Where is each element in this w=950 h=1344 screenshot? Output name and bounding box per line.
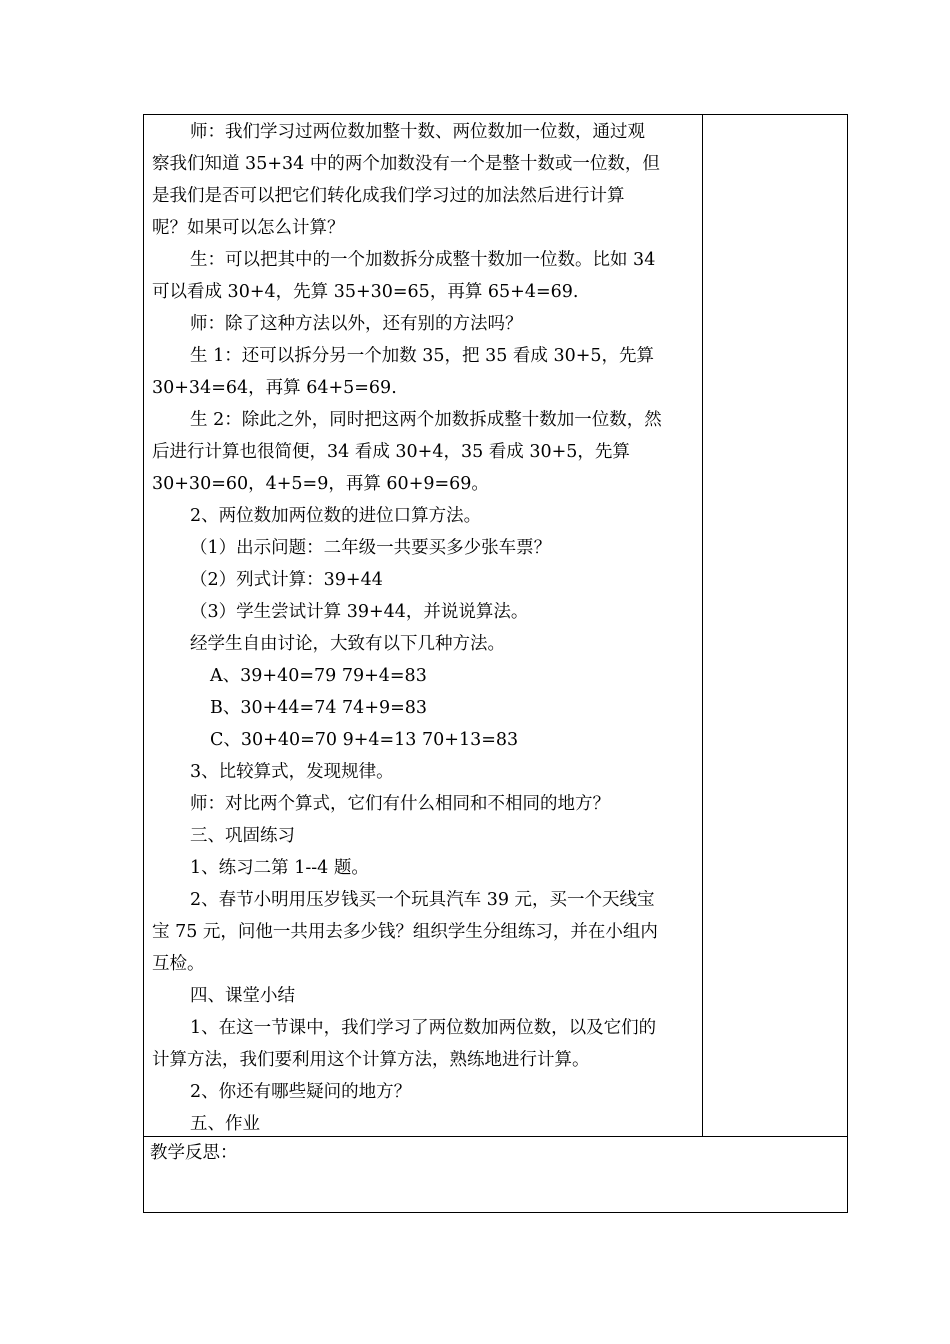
text-line: 是我们是否可以把它们转化成我们学习过的加法然后进行计算 [152,186,625,206]
text-line: 1、在这一节课中，我们学习了两位数加两位数，以及它们的 [190,1018,657,1038]
text-line: 2、你还有哪些疑问的地方？ [190,1082,412,1102]
column-divider [702,114,703,1136]
text-line: （2）列式计算：39+44 [190,570,383,590]
text-line: 2、两位数加两位数的进位口算方法。 [190,506,482,526]
text-line: 四、课堂小结 [190,986,295,1006]
text-line: 1、练习二第 1--4 题。 [190,858,369,878]
text-line: 生：可以把其中的一个加数拆分成整十数加一位数。比如 34 [190,250,656,270]
text-line: 3、比较算式，发现规律。 [190,762,394,782]
text-line: 可以看成 30+4，先算 35+30=65，再算 65+4=69. [152,282,579,302]
text-line: 察我们知道 35+34 中的两个加数没有一个是整十数或一位数，但 [152,154,660,174]
text-line: 2、春节小明用压岁钱买一个玩具汽车 39 元，买一个天线宝 [190,890,655,910]
text-line: 呢？如果可以怎么计算？ [152,218,345,238]
text-line: 三、巩固练习 [190,826,295,846]
text-line: B、30+44=74 74+9=83 [210,698,428,718]
text-line: 师：我们学习过两位数加整十数、两位数加一位数，通过观 [190,122,645,142]
text-line: C、30+40=70 9+4=13 70+13=83 [210,730,519,750]
text-line: 经学生自由讨论，大致有以下几种方法。 [190,634,505,654]
text-line: 后进行计算也很简便，34 看成 30+4，35 看成 30+5，先算 [152,442,630,462]
text-line: 师：除了这种方法以外，还有别的方法吗？ [190,314,523,334]
text-line: 师：对比两个算式，它们有什么相同和不相同的地方？ [190,794,610,814]
text-line: 计算方法，我们要利用这个计算方法，熟练地进行计算。 [152,1050,590,1070]
text-line: （3）学生尝试计算 39+44，并说说算法。 [190,602,529,622]
text-line: （1）出示问题：二年级一共要买多少张车票？ [190,538,552,558]
text-line: 生 1：还可以拆分另一个加数 35，把 35 看成 30+5，先算 [190,346,655,366]
teaching-reflection-label: 教学反思： [150,1143,238,1163]
text-line: 互检。 [152,954,205,974]
text-line: 30+30=60，4+5=9，再算 60+9=69。 [152,474,489,494]
text-line: A、39+40=79 79+4=83 [210,666,427,686]
text-line: 30+34=64，再算 64+5=69. [152,378,397,398]
text-line: 五、作业 [190,1114,260,1134]
lesson-content-cell [152,116,698,1140]
text-line: 生 2：除此之外，同时把这两个加数拆成整十数加一位数，然 [190,410,662,430]
text-line: 宝 75 元，问他一共用去多少钱？组织学生分组练习，并在小组内 [152,922,658,942]
